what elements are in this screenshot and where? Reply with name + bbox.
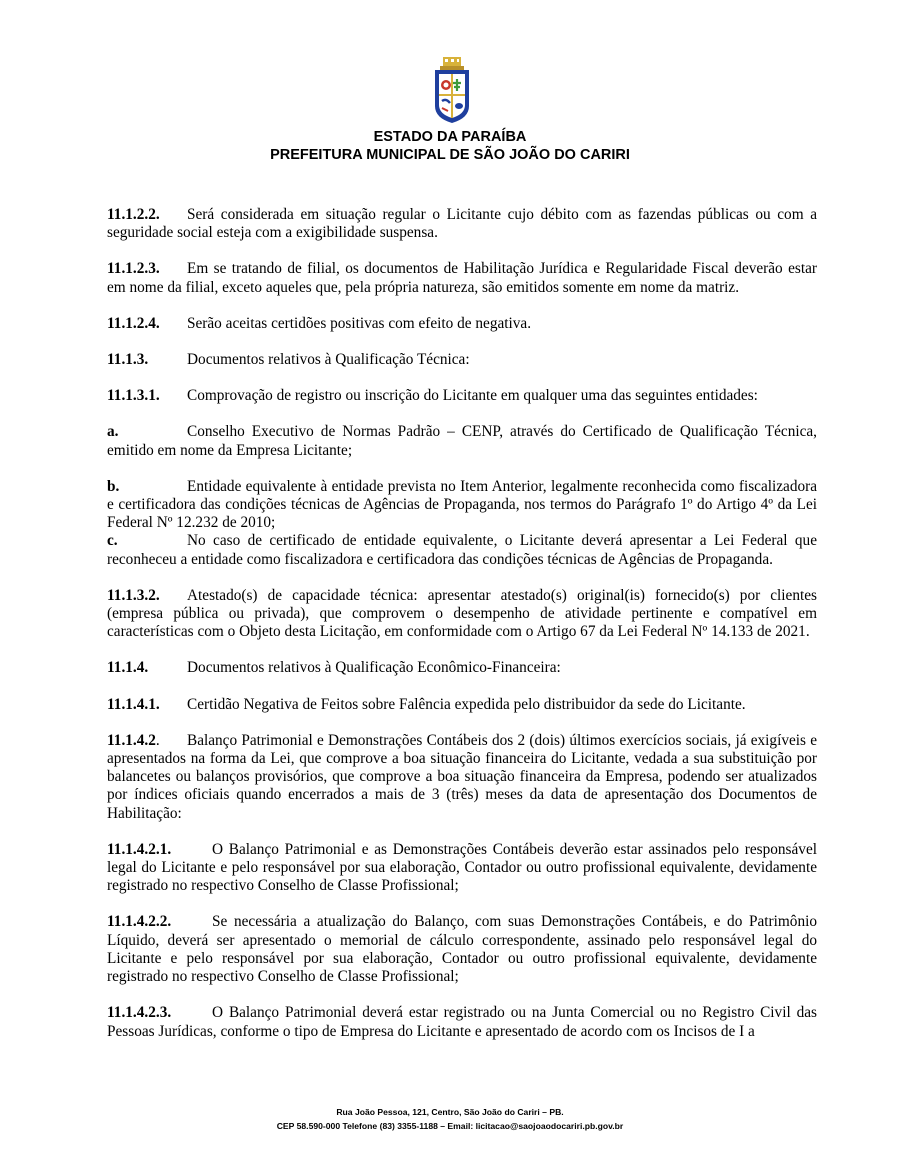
clause-item-b (107, 478, 817, 533)
clause-number: 11.1.4.2 (107, 731, 156, 749)
clause-number: 11.1.4. (107, 659, 149, 677)
clause-number: 11.1.2.4. (107, 314, 160, 332)
clause-11-1-4-2-2 (107, 913, 817, 986)
clause-number: 11.1.2.2. (107, 206, 160, 223)
clause-11-1-3 (107, 351, 817, 369)
clause-text: O Balanço Patrimonial e as Demonstrações Contábeis deverão estar assinados pelo responsável legal do Licitante e pelo responsável por sua elaboração, Contador ou outro profissional equivalente, devidamente registrado no respectivo Conselho de Classe Profissional; (107, 840, 817, 895)
clause-11-1-3-1 (107, 387, 817, 405)
clause-text: Documentos relativos à Qualificação Técnica: (187, 351, 470, 369)
clause-number-period: . (155, 731, 160, 749)
clause-number: 11.1.2.3. (107, 260, 160, 278)
clause-number: 11.1.3.1. (107, 387, 160, 405)
clause-number: 11.1.4.1. (107, 695, 160, 713)
clause-text: O Balanço Patrimonial deverá estar registrado ou na Junta Comercial ou no Registro Civil das Pessoas Jurídicas, conforme o tipo de Empresa do Licitante e apresentado de acordo com os Incisos de I a (107, 1004, 817, 1040)
footer-contact: CEP 58.590-000 Telefone (83) 3355-1188 – Email: licitacao@saojoaodocariri.pb.gov.br (276, 1121, 624, 1131)
clause-text: Atestado(s) de capacidade técnica: apresentar atestado(s) original(is) fornecido(s) por clientes (empresa pública ou privada), que comprovem o desempenho de atividade pertinente e compatível em características com o Objeto desta Licitação, em conformidade com o Artigo 67 da Lei Federal Nº 14.133 de 2021. (107, 586, 817, 641)
clause-text: Certidão Negativa de Feitos sobre Falência expedida pelo distribuidor da sede do Licitante. (187, 695, 746, 713)
clause-item-c (107, 532, 817, 568)
clause-number: 11.1.3. (107, 351, 149, 369)
clause-11-1-2-2 (107, 206, 817, 242)
clause-text: Documentos relativos à Qualificação Econômico-Financeira: (187, 659, 561, 677)
clause-11-1-4-2 (107, 732, 817, 823)
clause-text: Comprovação de registro ou inscrição do Licitante em qualquer uma das seguintes entidades: (187, 387, 758, 405)
clause-11-1-4 (107, 659, 817, 677)
clause-11-1-4-2-3 (107, 1004, 817, 1040)
footer-address: Rua João Pessoa, 121, Centro, São João do Cariri – PB. (336, 1107, 564, 1117)
clause-text: Conselho Executivo de Normas Padrão – CENP, através do Certificado de Qualificação Técnica, emitido em nome da Empresa Licitante; (107, 423, 817, 459)
clause-number: a. (107, 423, 119, 441)
clause-number: 11.1.4.2.1. (107, 840, 172, 858)
clause-number: c. (107, 532, 118, 550)
clause-text: Se necessária a atualização do Balanço, com suas Demonstrações Contábeis, e do Patrimônio Líquido, deverá ser apresentado o memorial de cálculo correspondente, assinado pelo responsável legal do Licitante e pelo responsável por sua elaboração, Contador ou outro profissional equivalente, devidamente registrado no respectivo Conselho de Classe Profissional; (107, 913, 817, 986)
clause-number-wrap (107, 732, 187, 750)
header-state-title: ESTADO DA PARAÍBA (373, 129, 527, 145)
clause-number: 11.1.3.2. (107, 586, 160, 604)
clause-number: b. (107, 477, 120, 495)
clause-text: Entidade equivalente à entidade prevista no Item Anterior, legalmente reconhecida como fiscalizadora e certificadora das condições técnicas de Agências de Propaganda, nos termos do Parágrafo 1º do Artigo 4º da Lei Federal Nº 12.232 de 2010; (107, 477, 817, 532)
header-municipality-title: PREFEITURA MUNICIPAL DE SÃO JOÃO DO CARIRI (270, 147, 630, 163)
clause-number: 11.1.4.2.2. (107, 913, 172, 931)
clause-text: No caso de certificado de entidade equivalente, o Licitante deverá apresentar a Lei Federal que reconheceu a entidade como fiscalizadora e certificadora das condições técnicas de Agências de Propaganda. (107, 532, 817, 568)
clause-11-1-4-1 (107, 696, 817, 714)
clause-11-1-2-3 (107, 260, 817, 296)
clause-11-1-4-2-1 (107, 841, 817, 896)
clause-text: Serão aceitas certidões positivas com efeito de negativa. (187, 314, 532, 332)
clause-11-1-2-4 (107, 315, 817, 333)
document-body (107, 206, 817, 1059)
clause-text: Será considerada em situação regular o Licitante cujo débito com as fazendas públicas ou com a seguridade social esteja com a exigibilidade suspensa. (107, 206, 817, 242)
clause-number: 11.1.4.2.3. (107, 1004, 172, 1022)
clause-item-a (107, 423, 817, 459)
clause-text: Em se tratando de filial, os documentos de Habilitação Jurídica e Regularidade Fiscal deverão estar em nome da filial, exceto aqueles que, pela própria natureza, são emitidos somente em nome da matriz. (107, 260, 817, 296)
municipal-crest-logo (432, 56, 472, 124)
clause-text: Balanço Patrimonial e Demonstrações Contábeis dos 2 (dois) últimos exercícios sociais, já exigíveis e apresentados na forma da Lei, que comprove a boa situação financeira do Licitante, vedada a sua substituição por balancetes ou balanços provisórios, que comprove a boa situação financeira da Empresa, podendo ser atualizados por índices oficiais quando encerrados a mais de 3 (três) meses da data de apresentação dos Documentos de Habilitação: (107, 731, 817, 822)
clause-11-1-3-2 (107, 587, 817, 642)
